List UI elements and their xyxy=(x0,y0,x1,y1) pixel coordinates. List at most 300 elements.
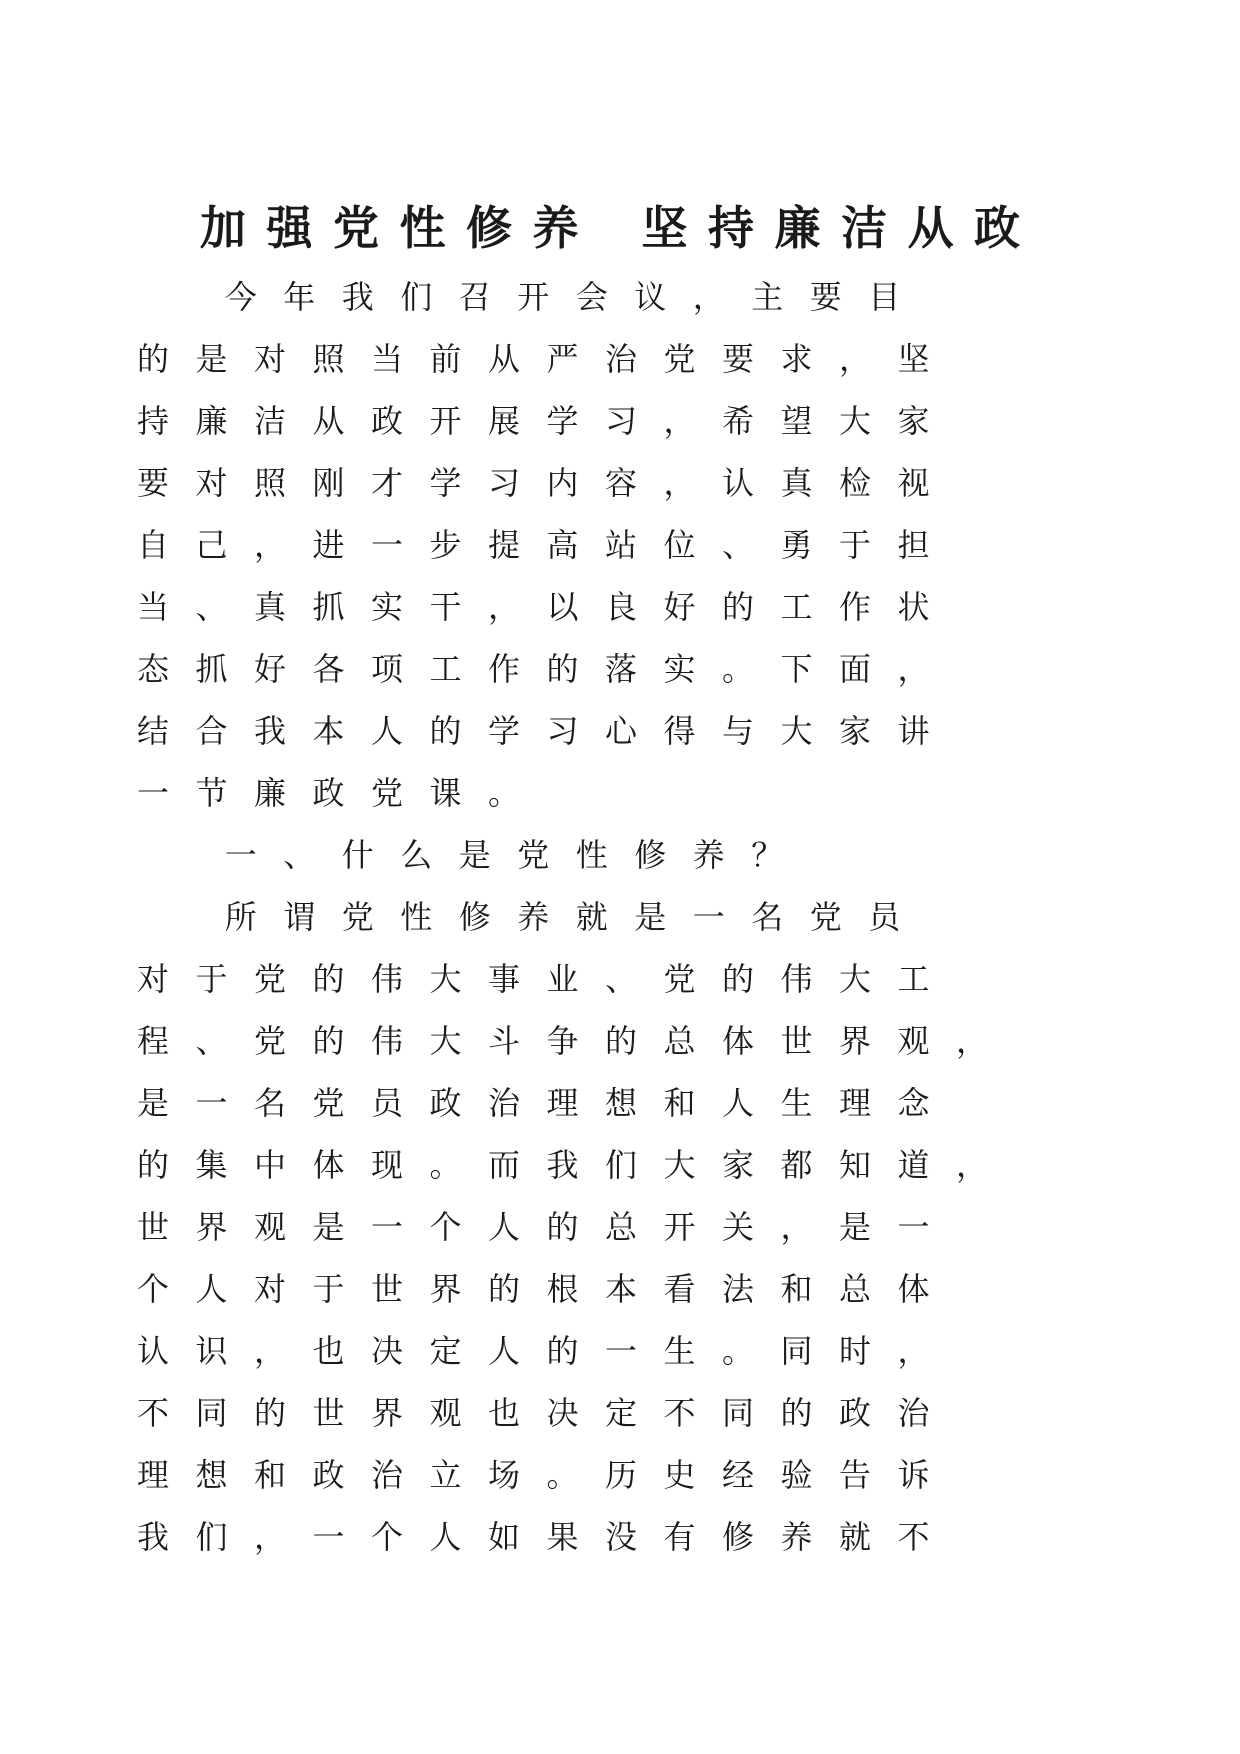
title-char: 从 xyxy=(907,201,954,255)
text-char: 担 xyxy=(897,526,930,564)
text-char: 党 xyxy=(809,898,842,936)
text-char: 史 xyxy=(663,1456,696,1494)
text-char: 我 xyxy=(546,1146,579,1184)
document-title xyxy=(200,195,1020,261)
text-char: 世 xyxy=(136,1208,169,1246)
text-char: 从 xyxy=(487,340,520,378)
paragraph-line xyxy=(136,762,1100,824)
text-char: 不 xyxy=(136,1394,169,1432)
text-char: 果 xyxy=(546,1518,579,1556)
text-char: 修 xyxy=(634,836,667,874)
text-char: 程 xyxy=(136,1022,169,1060)
text-char: 洁 xyxy=(253,402,286,440)
title-char: 持 xyxy=(708,201,754,255)
text-char: 道 xyxy=(897,1146,930,1184)
text-char: 治 xyxy=(370,1456,403,1494)
text-char: ， xyxy=(897,1332,930,1370)
text-char: 中 xyxy=(253,1146,286,1184)
text-char: 对 xyxy=(253,1270,286,1308)
paragraph-line xyxy=(136,390,1100,452)
text-char: 养 xyxy=(780,1518,813,1556)
text-char: 课 xyxy=(429,774,462,812)
text-char: 学 xyxy=(487,712,520,750)
text-char: 大 xyxy=(429,960,462,998)
text-char: 当 xyxy=(370,340,403,378)
text-char: 而 xyxy=(487,1146,520,1184)
text-char: 对 xyxy=(253,340,286,378)
text-char: 求 xyxy=(780,340,813,378)
text-char: 才 xyxy=(370,464,403,502)
text-char: 历 xyxy=(604,1456,637,1494)
text-char: 个 xyxy=(370,1518,403,1556)
text-char: 观 xyxy=(897,1022,930,1060)
text-char: 、 xyxy=(604,960,637,998)
text-char: 念 xyxy=(897,1084,930,1122)
text-char: 以 xyxy=(546,588,579,626)
paragraph-line xyxy=(140,266,1100,328)
text-char: 的 xyxy=(721,588,754,626)
text-char: 也 xyxy=(312,1332,345,1370)
text-char: 集 xyxy=(195,1146,228,1184)
paragraph-line xyxy=(140,886,1100,948)
text-char: 有 xyxy=(663,1518,696,1556)
paragraph-line xyxy=(136,1196,1100,1258)
text-char: 的 xyxy=(136,340,169,378)
paragraph-line xyxy=(136,1134,1100,1196)
text-char: ， xyxy=(838,340,871,378)
text-char: 理 xyxy=(136,1456,169,1494)
text-char: 步 xyxy=(429,526,462,564)
text-char: 、 xyxy=(283,836,316,874)
text-char: 的 xyxy=(487,1270,520,1308)
text-char: 验 xyxy=(780,1456,813,1494)
text-char: 决 xyxy=(370,1332,403,1370)
text-char: 状 xyxy=(897,588,930,626)
text-char: 。 xyxy=(546,1456,579,1494)
text-char: 是 xyxy=(312,1208,345,1246)
text-char: 己 xyxy=(195,526,228,564)
text-char: 好 xyxy=(253,650,286,688)
text-char: 节 xyxy=(195,774,228,812)
text-char: 一 xyxy=(312,1518,345,1556)
text-char: 和 xyxy=(253,1456,286,1494)
text-char: 一 xyxy=(136,774,169,812)
text-char: 也 xyxy=(487,1394,520,1432)
text-char: 所 xyxy=(224,898,257,936)
text-char: 主 xyxy=(751,278,784,316)
text-char: 勇 xyxy=(780,526,813,564)
text-char: 与 xyxy=(721,712,754,750)
text-char: 的 xyxy=(546,1332,579,1370)
text-char: 的 xyxy=(253,1394,286,1432)
text-char: 的 xyxy=(604,1022,637,1060)
text-char: 一 xyxy=(195,1084,228,1122)
title-char: 强 xyxy=(266,201,313,255)
text-char: 理 xyxy=(546,1084,579,1122)
text-char: 是 xyxy=(136,1084,169,1122)
text-char: 坚 xyxy=(897,340,930,378)
text-char: 项 xyxy=(370,650,403,688)
text-char: 视 xyxy=(897,464,930,502)
text-char: ， xyxy=(955,1022,988,1060)
text-char: 目 xyxy=(868,278,901,316)
text-char: 治 xyxy=(897,1394,930,1432)
text-char: 想 xyxy=(604,1084,637,1122)
text-char: ， xyxy=(897,650,930,688)
text-char: 廉 xyxy=(195,402,228,440)
text-char: 认 xyxy=(721,464,754,502)
text-char: 要 xyxy=(136,464,169,502)
text-char: 时 xyxy=(838,1332,871,1370)
text-char: 根 xyxy=(546,1270,579,1308)
text-char: 开 xyxy=(663,1208,696,1246)
text-char: 认 xyxy=(136,1332,169,1370)
text-char: 伟 xyxy=(780,960,813,998)
text-char: 结 xyxy=(136,712,169,750)
text-char: 抓 xyxy=(195,650,228,688)
paragraph-line xyxy=(136,1320,1100,1382)
title-char: 廉 xyxy=(774,201,821,255)
text-char: 前 xyxy=(429,340,462,378)
text-char: 总 xyxy=(838,1270,871,1308)
text-char: 大 xyxy=(780,712,813,750)
text-char: 学 xyxy=(546,402,579,440)
text-char: 从 xyxy=(312,402,345,440)
text-char: ， xyxy=(663,402,696,440)
text-char: 家 xyxy=(897,402,930,440)
title-char: 加 xyxy=(200,201,246,255)
text-char: 的 xyxy=(780,1394,813,1432)
paragraph-line xyxy=(136,328,1100,390)
text-char: 的 xyxy=(136,1146,169,1184)
text-char: 识 xyxy=(195,1332,228,1370)
text-char: 自 xyxy=(136,526,169,564)
text-char: 希 xyxy=(721,402,754,440)
text-char: 们 xyxy=(195,1518,228,1556)
text-char: 体 xyxy=(721,1022,754,1060)
text-char: 生 xyxy=(663,1332,696,1370)
text-char: 展 xyxy=(487,402,520,440)
text-char: 是 xyxy=(838,1208,871,1246)
text-char: 政 xyxy=(429,1084,462,1122)
text-char: 一 xyxy=(370,526,403,564)
text-char: 一 xyxy=(692,898,725,936)
text-char: ， xyxy=(487,588,520,626)
text-char: 内 xyxy=(546,464,579,502)
document-body xyxy=(136,266,1100,1568)
text-char: 。 xyxy=(487,774,520,812)
text-char: 体 xyxy=(897,1270,930,1308)
text-char: 定 xyxy=(604,1394,637,1432)
text-char: 照 xyxy=(312,340,345,378)
text-char: 知 xyxy=(838,1146,871,1184)
text-char: 和 xyxy=(663,1084,696,1122)
text-char: 政 xyxy=(838,1394,871,1432)
text-char: ？ xyxy=(751,836,784,874)
text-char: 不 xyxy=(663,1394,696,1432)
text-char: 界 xyxy=(195,1208,228,1246)
text-char: 立 xyxy=(429,1456,462,1494)
text-char: 高 xyxy=(546,526,579,564)
text-char: 开 xyxy=(517,278,550,316)
text-char: ， xyxy=(253,1518,286,1556)
text-char: 界 xyxy=(838,1022,871,1060)
text-char: 一 xyxy=(897,1208,930,1246)
title-char: 修 xyxy=(466,201,512,255)
text-char: 、 xyxy=(195,1022,228,1060)
text-char: 个 xyxy=(136,1270,169,1308)
text-char: 是 xyxy=(195,340,228,378)
text-char: 工 xyxy=(780,588,813,626)
text-char: 观 xyxy=(429,1394,462,1432)
text-char: 持 xyxy=(136,402,169,440)
text-char: 严 xyxy=(546,340,579,378)
text-char: 性 xyxy=(575,836,608,874)
text-char: 工 xyxy=(897,960,930,998)
text-char: 的 xyxy=(546,650,579,688)
text-char: 都 xyxy=(780,1146,813,1184)
text-char: 世 xyxy=(370,1270,403,1308)
text-char: 实 xyxy=(370,588,403,626)
text-char: 照 xyxy=(253,464,286,502)
text-char: 想 xyxy=(195,1456,228,1494)
text-char: 同 xyxy=(780,1332,813,1370)
text-char: 得 xyxy=(663,712,696,750)
text-char: 是 xyxy=(634,898,667,936)
text-char: 事 xyxy=(487,960,520,998)
text-char: ， xyxy=(955,1146,988,1184)
text-char: 不 xyxy=(897,1518,930,1556)
text-char: 讲 xyxy=(897,712,930,750)
text-char: ， xyxy=(663,464,696,502)
text-char: 定 xyxy=(429,1332,462,1370)
paragraph-line xyxy=(136,1506,1100,1568)
text-char: 现 xyxy=(370,1146,403,1184)
text-char: 诉 xyxy=(897,1456,930,1494)
text-char: 学 xyxy=(429,464,462,502)
text-char: 开 xyxy=(429,402,462,440)
text-char: 大 xyxy=(838,960,871,998)
text-char: 党 xyxy=(663,340,696,378)
paragraph-line xyxy=(136,1444,1100,1506)
text-char: 落 xyxy=(604,650,637,688)
title-char: 坚 xyxy=(641,201,688,255)
text-char: 要 xyxy=(721,340,754,378)
text-char: 人 xyxy=(721,1084,754,1122)
text-char: 法 xyxy=(721,1270,754,1308)
text-char: 本 xyxy=(312,712,345,750)
text-char: 面 xyxy=(838,650,871,688)
text-char: 位 xyxy=(663,526,696,564)
text-char: 家 xyxy=(721,1146,754,1184)
paragraph-line xyxy=(136,514,1100,576)
title-char: 党 xyxy=(333,201,379,255)
text-char: 习 xyxy=(487,464,520,502)
text-char: 真 xyxy=(780,464,813,502)
title-char: 养 xyxy=(532,201,579,255)
text-char: 性 xyxy=(400,898,433,936)
text-char: 告 xyxy=(838,1456,871,1494)
text-char: 年 xyxy=(283,278,316,316)
text-char: 当 xyxy=(136,588,169,626)
text-char: ， xyxy=(780,1208,813,1246)
text-char: 大 xyxy=(838,402,871,440)
text-char: 的 xyxy=(312,960,345,998)
text-char: 党 xyxy=(253,1022,286,1060)
text-char: 世 xyxy=(312,1394,345,1432)
text-char: 态 xyxy=(136,650,169,688)
text-char: 。 xyxy=(721,650,754,688)
text-char: 治 xyxy=(604,340,637,378)
text-char: 理 xyxy=(838,1084,871,1122)
text-char: 作 xyxy=(487,650,520,688)
text-char: 养 xyxy=(517,898,550,936)
text-char: 本 xyxy=(604,1270,637,1308)
text-char: 的 xyxy=(312,1022,345,1060)
text-char: 修 xyxy=(721,1518,754,1556)
text-char: 我 xyxy=(341,278,374,316)
title-char: 性 xyxy=(399,201,446,255)
text-char: 抓 xyxy=(312,588,345,626)
text-char: 生 xyxy=(780,1084,813,1122)
text-char: 们 xyxy=(604,1146,637,1184)
text-char: 们 xyxy=(400,278,433,316)
text-char: 人 xyxy=(195,1270,228,1308)
text-char: 大 xyxy=(429,1022,462,1060)
text-char: 、 xyxy=(195,588,228,626)
text-char: 党 xyxy=(663,960,696,998)
text-char: 体 xyxy=(312,1146,345,1184)
text-char: 。 xyxy=(721,1332,754,1370)
text-char: 我 xyxy=(253,712,286,750)
text-char: 观 xyxy=(253,1208,286,1246)
text-char: 决 xyxy=(546,1394,579,1432)
text-char: 进 xyxy=(312,526,345,564)
text-char: 业 xyxy=(546,960,579,998)
text-char: 的 xyxy=(721,960,754,998)
text-char: 如 xyxy=(487,1518,520,1556)
text-char: 要 xyxy=(809,278,842,316)
text-char: 、 xyxy=(721,526,754,564)
text-char: 同 xyxy=(195,1394,228,1432)
text-char: 经 xyxy=(721,1456,754,1494)
text-char: 人 xyxy=(487,1332,520,1370)
paragraph-line xyxy=(136,638,1100,700)
text-char: 同 xyxy=(721,1394,754,1432)
text-char: 各 xyxy=(312,650,345,688)
text-char: 人 xyxy=(429,1518,462,1556)
text-char: 廉 xyxy=(253,774,286,812)
text-char: 召 xyxy=(458,278,491,316)
text-char: 政 xyxy=(370,402,403,440)
text-char: 心 xyxy=(604,712,637,750)
paragraph-line xyxy=(136,1010,1100,1072)
text-char: 党 xyxy=(253,960,286,998)
text-char: 议 xyxy=(634,278,667,316)
text-char: 就 xyxy=(575,898,608,936)
text-char: 党 xyxy=(370,774,403,812)
text-char: 于 xyxy=(312,1270,345,1308)
text-char: ， xyxy=(253,526,286,564)
text-char: 员 xyxy=(370,1084,403,1122)
paragraph-line xyxy=(136,1072,1100,1134)
paragraph-line xyxy=(140,824,1100,886)
text-char: 检 xyxy=(838,464,871,502)
text-char: 。 xyxy=(429,1146,462,1184)
text-char: 党 xyxy=(312,1084,345,1122)
text-char: 大 xyxy=(663,1146,696,1184)
text-char: 看 xyxy=(663,1270,696,1308)
text-char: 工 xyxy=(429,650,462,688)
text-char: 习 xyxy=(546,712,579,750)
text-char: 党 xyxy=(341,898,374,936)
text-char: 容 xyxy=(604,464,637,502)
text-char: 党 xyxy=(517,836,550,874)
text-char: 什 xyxy=(341,836,374,874)
text-char: 于 xyxy=(195,960,228,998)
text-char: 界 xyxy=(429,1270,462,1308)
text-char: 政 xyxy=(312,774,345,812)
text-char: 斗 xyxy=(487,1022,520,1060)
text-char: 个 xyxy=(429,1208,462,1246)
text-char: 站 xyxy=(604,526,637,564)
text-char: 谓 xyxy=(283,898,316,936)
text-char: 今 xyxy=(224,278,257,316)
paragraph-line xyxy=(136,948,1100,1010)
text-char: 我 xyxy=(136,1518,169,1556)
text-char: 一 xyxy=(604,1332,637,1370)
text-char: 提 xyxy=(487,526,520,564)
text-char: 望 xyxy=(780,402,813,440)
text-char: 干 xyxy=(429,588,462,626)
text-char: 好 xyxy=(663,588,696,626)
text-char: 人 xyxy=(370,712,403,750)
text-char: 会 xyxy=(575,278,608,316)
text-char: ， xyxy=(692,278,725,316)
text-char: 总 xyxy=(663,1022,696,1060)
paragraph-line xyxy=(136,1382,1100,1444)
text-char: 和 xyxy=(780,1270,813,1308)
title-char: 洁 xyxy=(841,201,887,255)
text-char: 下 xyxy=(780,650,813,688)
text-char: 场 xyxy=(487,1456,520,1494)
text-char: 良 xyxy=(604,588,637,626)
paragraph-line xyxy=(136,452,1100,514)
text-char: 修 xyxy=(458,898,491,936)
text-char: 对 xyxy=(195,464,228,502)
text-char: 政 xyxy=(312,1456,345,1494)
text-char: 总 xyxy=(604,1208,637,1246)
text-char: 一 xyxy=(370,1208,403,1246)
text-char: 真 xyxy=(253,588,286,626)
text-char: 伟 xyxy=(370,1022,403,1060)
text-char: 刚 xyxy=(312,464,345,502)
text-char: 关 xyxy=(721,1208,754,1246)
text-char: 于 xyxy=(838,526,871,564)
text-char: 家 xyxy=(838,712,871,750)
text-char: 合 xyxy=(195,712,228,750)
paragraph-line xyxy=(136,1258,1100,1320)
text-char: 争 xyxy=(546,1022,579,1060)
text-char: ， xyxy=(253,1332,286,1370)
text-char: 实 xyxy=(663,650,696,688)
text-char: 治 xyxy=(487,1084,520,1122)
text-char: 名 xyxy=(751,898,784,936)
text-char: 员 xyxy=(868,898,901,936)
text-char: 世 xyxy=(780,1022,813,1060)
text-char: 养 xyxy=(692,836,725,874)
text-char: 名 xyxy=(253,1084,286,1122)
